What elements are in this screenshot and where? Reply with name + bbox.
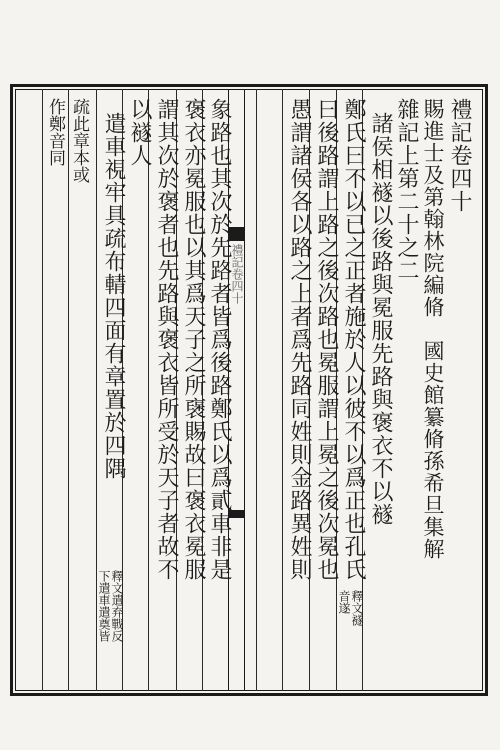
text-column-commentary: 曰後路謂上路之後次路也冕服謂上冕之後次冕也 xyxy=(314,98,339,581)
text-column-commentary: 以襚人 xyxy=(127,98,152,167)
fold-line-right xyxy=(244,89,245,691)
text-column-commentary: 愚謂諸侯各以路之上者爲先路同姓則金路異姓則 xyxy=(287,98,312,581)
text-column-note: 作鄭音同 xyxy=(45,98,65,166)
inline-note: 下遣車遣奠皆 xyxy=(97,570,111,642)
text-column-note: 疏此章本或 xyxy=(69,98,89,183)
text-column-commentary: 象路也其次於先路者皆爲後路鄭氏以爲貳車非是 xyxy=(207,98,232,581)
column-rule xyxy=(148,89,149,691)
text-column-chapter: 雜記上第二十之二 xyxy=(394,98,419,282)
text-column-author: 賜進士及第翰林院編脩 國史館纂脩孫希旦集解 xyxy=(421,98,445,560)
text-column-classic: 諸侯相襚以後路與冕服先路與褒衣不以襚 xyxy=(368,112,393,526)
inline-note: 釋文襚 xyxy=(350,590,364,626)
text-column-classic: 遣車視牢具疏布輤四面有章置於四隅 xyxy=(101,112,126,480)
inline-note: 釋文遣弃戰反 xyxy=(110,570,124,642)
text-column-commentary: 鄭氏曰不以已之正者施於人以彼不以爲正也孔氏 xyxy=(341,98,366,581)
text-column-title: 禮記卷四十 xyxy=(447,98,472,213)
text-column-commentary: 褒衣亦冕服也以其爲天子之所襃賜故曰褒衣冕服 xyxy=(181,98,206,581)
column-rule xyxy=(42,89,43,691)
column-rule xyxy=(256,89,257,691)
column-rule xyxy=(282,89,283,691)
text-column-commentary: 謂其次於褒者也先路與褒衣皆所受於天子者故不 xyxy=(154,98,179,581)
fold-title: 禮記卷四十 xyxy=(230,244,244,304)
inline-note: 音遂 xyxy=(337,590,351,614)
